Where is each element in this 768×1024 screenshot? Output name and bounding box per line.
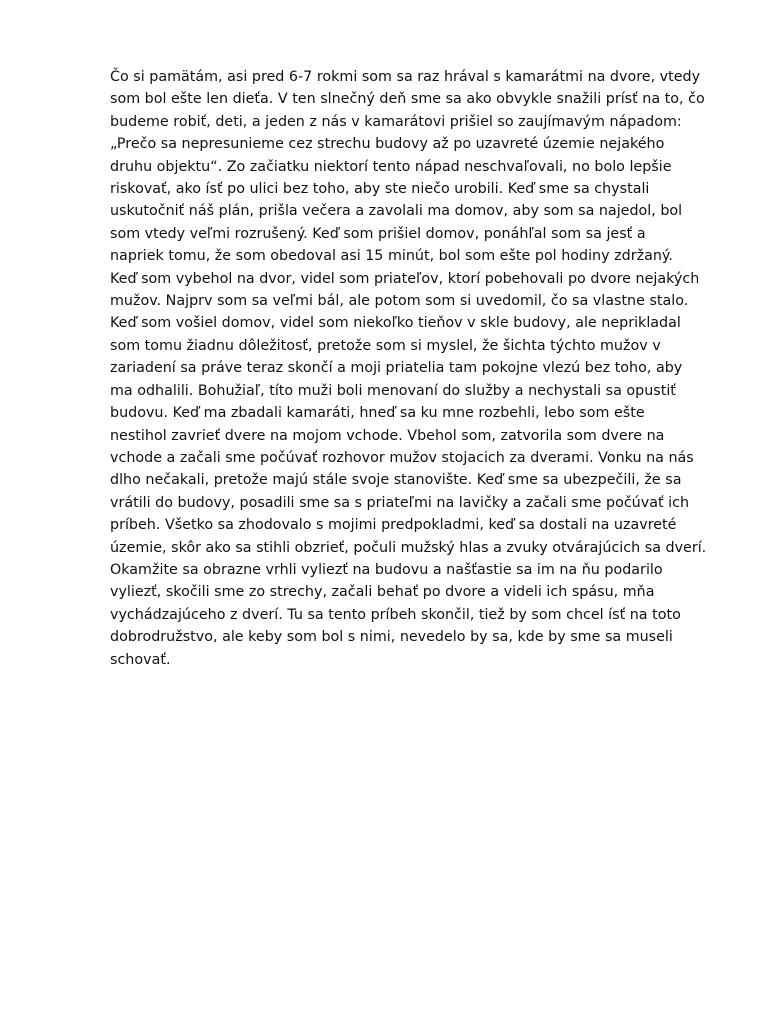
paragraph-line-10: Keď som vybehol na dvor, videl som priateľov, ktorí pobehovali po dvore nejakých [110,270,700,287]
paragraph-line-12: Keď som vošiel domov, videl som niekoľko tieňov v skle budovy, ale neprikladal [110,315,681,332]
paragraph-line-8: som vtedy veľmi rozrušený. Keď som prišiel domov, ponáhľal som sa jesť a [110,225,646,242]
paragraph-line-22: územie, skôr ako sa stihli obzrieť, počuli mužský hlas a zvuky otvárajúcich sa dverí. [110,539,707,556]
paragraph-line-2: som bol ešte len dieťa. V ten slnečný deň sme sa ako obvykle snažili prísť na to, čo [110,91,705,108]
paragraph-line-16: budovu. Keď ma zbadali kamaráti, hneď sa ku mne rozbehli, lebo som ešte [110,405,645,422]
paragraph-line-24: vyliezť, skočili sme zo strechy, začali behať po dvore a videli ich spásu, mňa [110,584,655,601]
paragraph-line-11: mužov. Najprv som sa veľmi bál, ale potom som si uvedomil, čo sa vlastne stalo. [110,293,689,310]
paragraph-line-15: ma odhalili. Bohužiaľ, títo muži boli menovaní do služby a nechystali sa opustiť [110,382,676,399]
paragraph-line-14: zariadení sa práve teraz skončí a moji priatelia tam pokojne vlezú bez toho, aby [110,360,683,377]
paragraph-line-5: druhu objektu“. Zo začiatku niektorí tento nápad neschvaľovali, no bolo lepšie [110,158,672,175]
paragraph-line-4: „Prečo sa nepresunieme cez strechu budovy až po uzavreté územie nejakého [110,136,665,153]
paragraph-line-1: Čo si pamätám, asi pred 6-7 rokmi som sa raz hrával s kamarátmi na dvore, vtedy [110,69,701,85]
paragraph-line-18: vchode a začali sme počúvať rozhovor mužov stojacich za dverami. Vonku na nás [110,449,694,466]
paragraph-line-6: riskovať, ako ísť po ulici bez toho, aby ste niečo urobili. Keď sme sa chystali [110,181,650,198]
paragraph-line-23: Okamžite sa obrazne vrhli vyliezť na budovu a našťastie sa im na ňu podarilo [110,561,663,578]
paragraph-line-25: vychádzajúceho z dverí. Tu sa tento príbeh skončil, tiež by som chcel ísť na toto [110,606,681,623]
paragraph-line-17: nestihol zavrieť dvere na mojom vchode. Vbehol som, zatvorila som dvere na [110,427,665,444]
paragraph-line-21: príbeh. Všetko sa zhodovalo s mojimi predpokladmi, keď sa dostali na uzavreté [110,517,677,534]
paragraph-line-3: budeme robiť, deti, a jeden z nás v kamarátovi prišiel so zaujímavým nápadom: [110,113,682,130]
paragraph-line-19: dlho nečakali, pretože majú stále svoje stanovište. Keď sme sa ubezpečili, že sa [110,472,682,489]
paragraph-line-7: uskutočniť náš plán, prišla večera a zavolali ma domov, aby som sa najedol, bol [110,203,683,220]
paragraph-line-20: vrátili do budovy, posadili sme sa s priateľmi na lavičky a začali sme počúvať ich [110,494,690,511]
paragraph-line-13: som tomu žiadnu dôležitosť, pretože som si myslel, že šichta týchto mužov v [110,337,661,354]
paragraph-line-9: napriek tomu, že som obedoval asi 15 minút, bol som ešte pol hodiny zdržaný. [110,248,673,265]
body-paragraph [110,66,730,671]
paragraph-line-26: dobrodružstvo, ale keby som bol s nimi, nevedelo by sa, kde by sme sa museli [110,629,673,646]
paragraph-line-27: schovať. [110,651,171,668]
